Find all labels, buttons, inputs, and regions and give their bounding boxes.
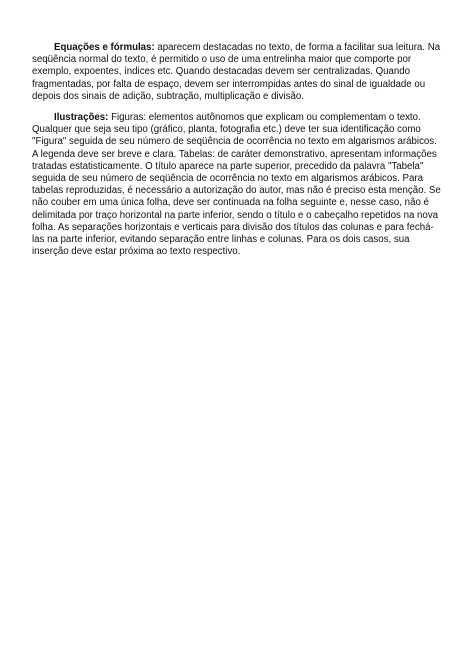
paragraph-equacoes: [32, 42, 444, 103]
document-page: [32, 42, 444, 267]
paragraph-ilustracoes: [32, 112, 444, 258]
paragraph-text: aparecem destacadas no texto, de forma a facilitar sua leitura. Na seqüência normal do texto, é permitido o uso de uma entrelinha maior que comporte por exemplo, expoentes, índices etc. Quando destacadas devem ser centralizadas. Quando fragmentadas, por falta de espaço, devem ser interrompidas antes do sinal de igualdade ou depois dos sinais de adição, subtração, multiplicação e divisão.: [32, 42, 441, 102]
paragraph-heading: Ilustrações:: [54, 112, 109, 124]
paragraph-heading: Equações e fórmulas:: [54, 42, 155, 53]
paragraph-text: Figuras: elementos autônomos que explicam ou complementam o texto. Qualquer que seja seu tipo (gráfico, planta, fotografia etc.) deve ter sua identificação como "Figura" seguida de seu número de seqüência de ocorrência no texto em algarismos arábicos. A legenda deve ser breve e clara. Tabelas: de caráter demonstrativo, apresentam informações tratadas estatisticamente. O título aparece na parte superior, precedido da palavra "Tabela" seguida de seu número de seqüência de ocorrência no texto em algarismos arábicos. Para tabelas reproduzidas, é necessário a autorização do autor, mas não é preciso esta menção. Se não couber em uma única folha, deve ser continuada na folha seguinte e, nesse caso, não é delimitada por traço horizontal na parte inferior, sendo o título e o cabeçalho repetidos na nova folha. As separações horizontais e verticais para divisão dos títulos das colunas e para fechá-las na parte inferior, evitando separação entre linhas e colunas. Para os dois casos, sua inserção deve estar próxima ao texto respectivo.: [32, 112, 441, 258]
